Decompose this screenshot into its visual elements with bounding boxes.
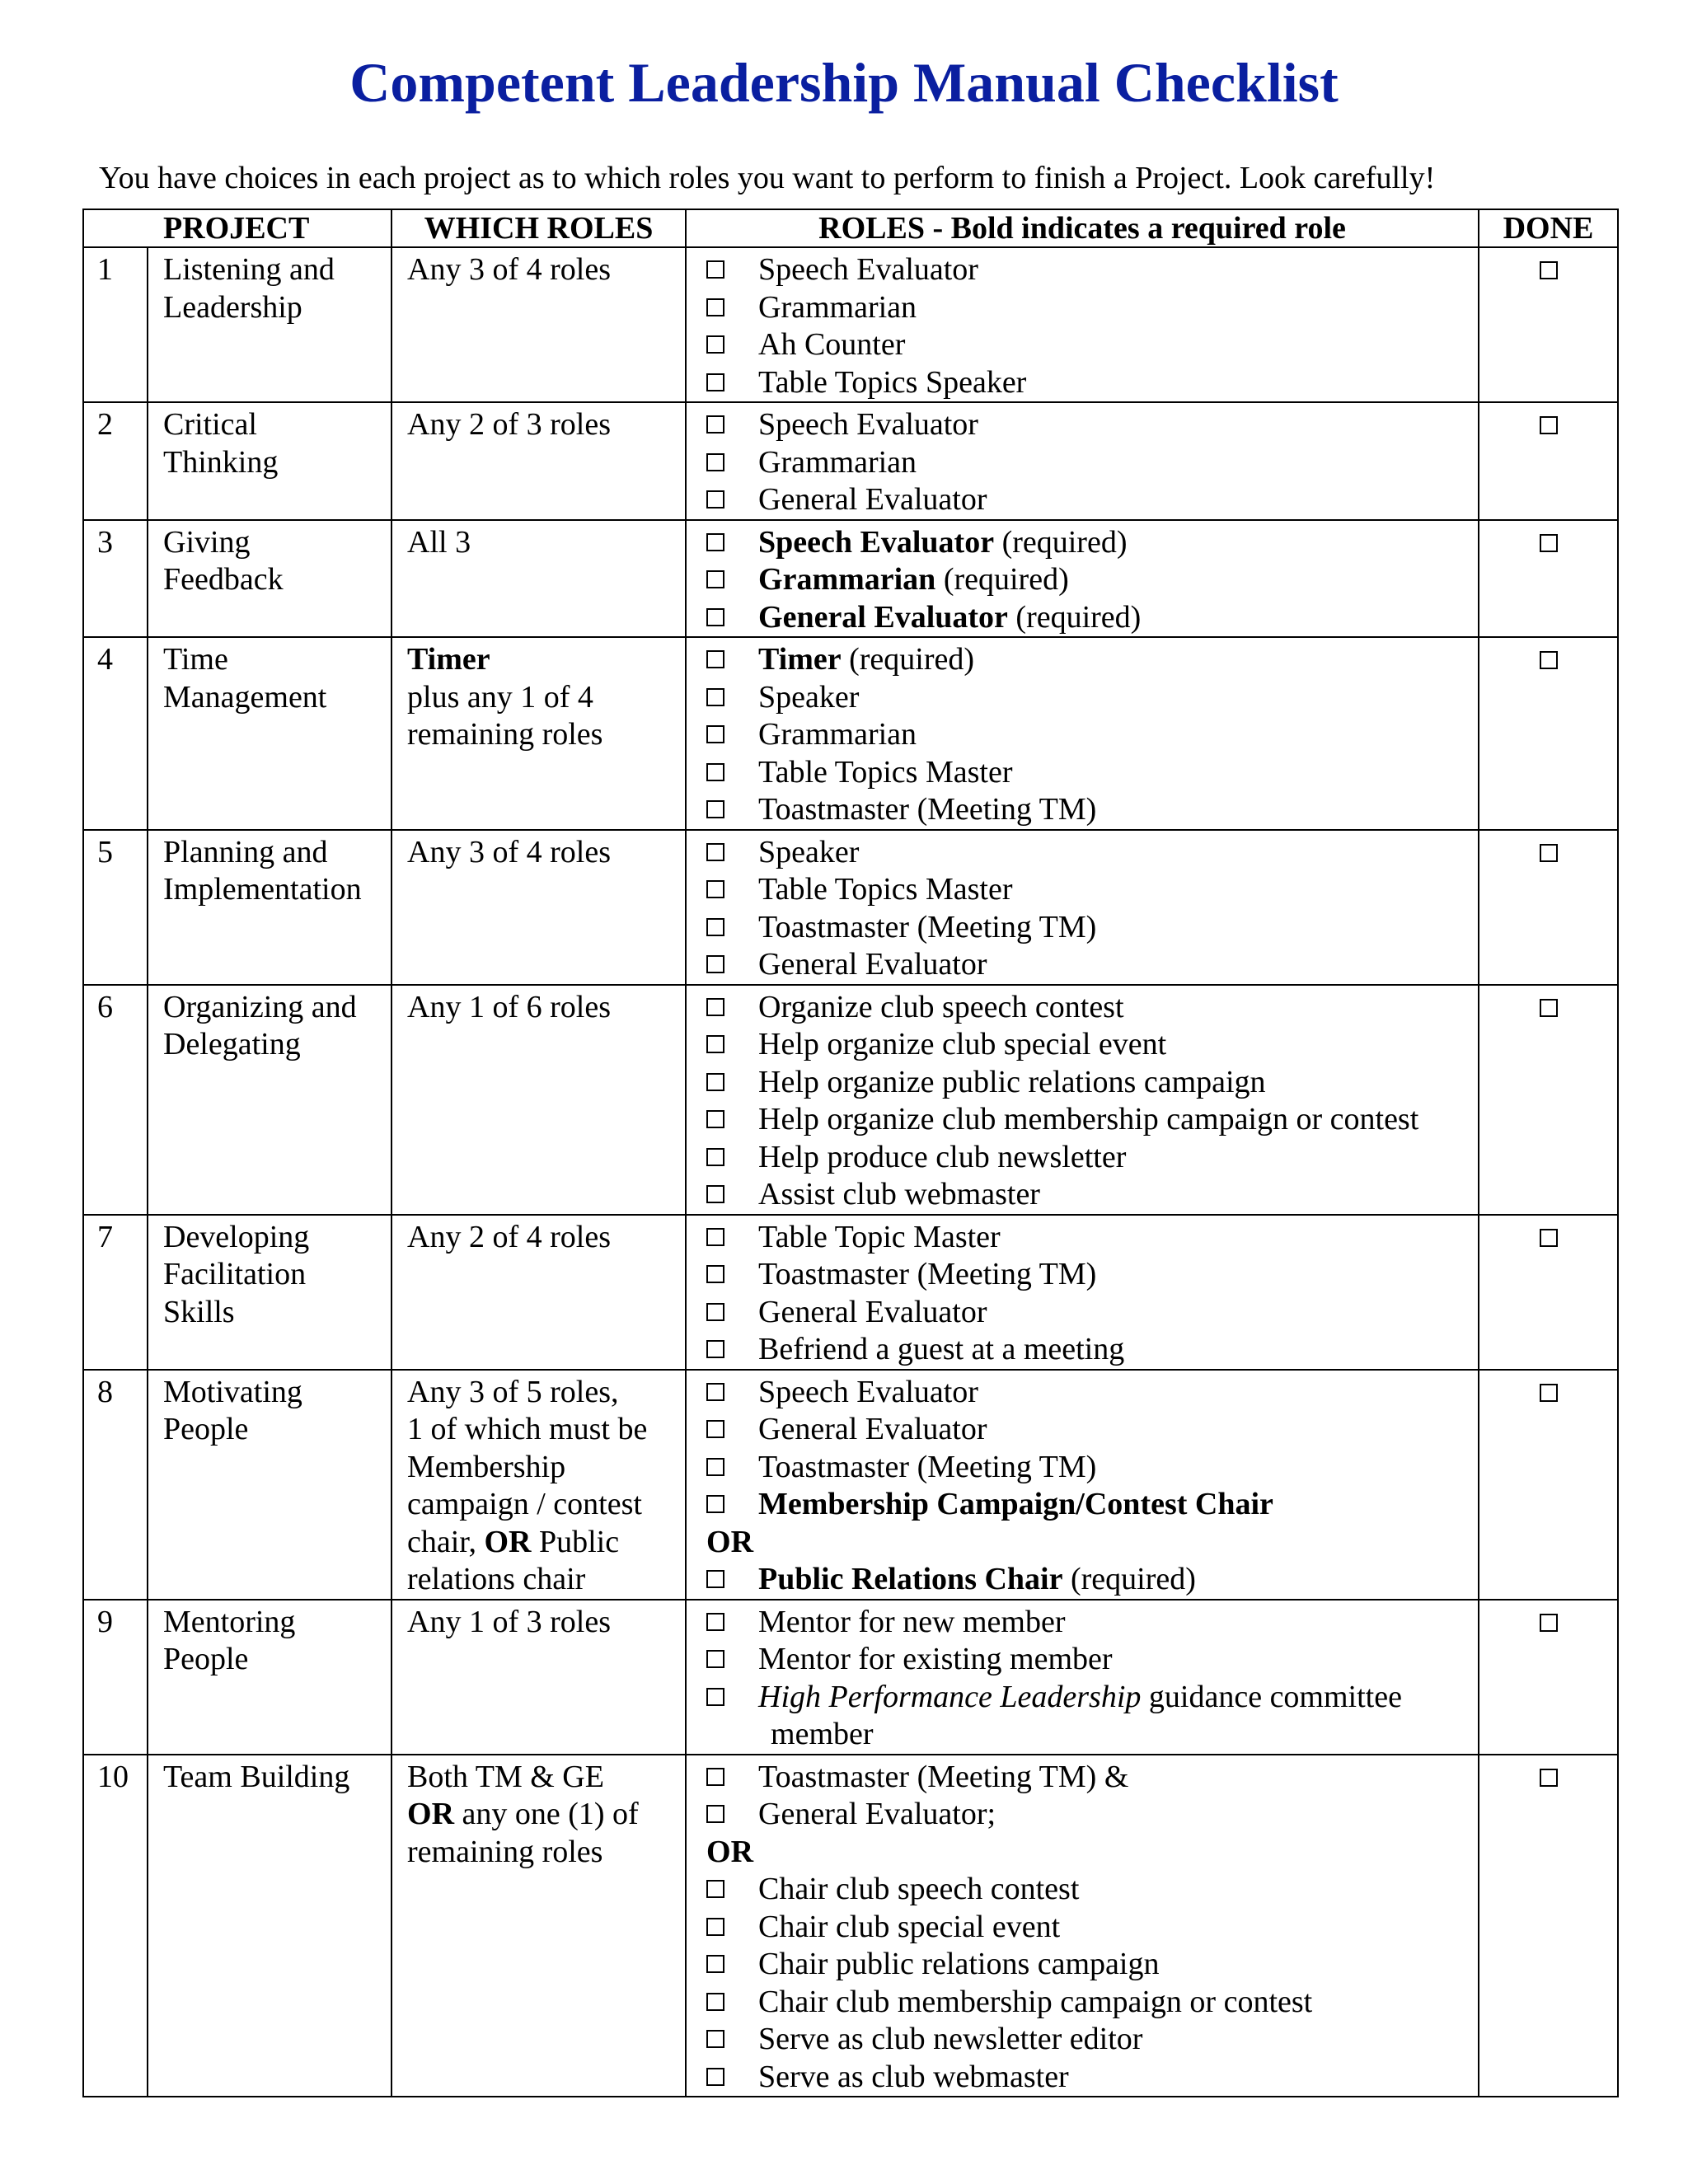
project-row [83, 1370, 1618, 1600]
role-item [706, 326, 1478, 364]
checkbox-icon[interactable] [706, 2068, 724, 2086]
which-roles-line [407, 989, 685, 1027]
done-cell [1479, 247, 1618, 402]
done-checkbox-icon[interactable] [1540, 534, 1558, 552]
done-cell [1479, 402, 1618, 520]
roles-list [686, 637, 1479, 830]
checkbox-icon[interactable] [706, 1768, 724, 1786]
which-roles-line [407, 834, 685, 872]
checkbox-icon[interactable] [706, 1340, 724, 1358]
role-item [706, 871, 1478, 909]
checkbox-icon[interactable] [706, 1228, 724, 1246]
done-cell [1479, 520, 1618, 638]
role-item [706, 1026, 1478, 1064]
roles-list [686, 1370, 1479, 1600]
checkbox-icon[interactable] [706, 1110, 724, 1128]
done-checkbox-icon[interactable] [1540, 261, 1558, 279]
project-name-line: Mentoring [163, 1604, 296, 1639]
text-segment: Table Topics Master [758, 872, 1013, 907]
role-item [706, 2021, 1478, 2059]
role-item [706, 1101, 1478, 1139]
project-name-line: Skills [163, 1294, 235, 1329]
role-item [706, 1294, 1478, 1332]
role-item [706, 1796, 1478, 1834]
project-name-line: Planning and [163, 834, 328, 869]
checkbox-icon[interactable] [706, 570, 724, 588]
checkbox-icon[interactable] [706, 1185, 724, 1203]
checkbox-icon[interactable] [706, 1993, 724, 2011]
project-row [83, 637, 1618, 830]
header-roles: ROLES - Bold indicates a required role [686, 209, 1479, 247]
text-segment: Chair club speech contest [758, 1872, 1080, 1906]
text-segment: (required) [935, 562, 1069, 597]
project-name [148, 830, 392, 985]
done-checkbox-icon[interactable] [1540, 651, 1558, 669]
text-segment: Speech Evaluator [758, 524, 995, 560]
project-number: 3 [83, 520, 148, 638]
text-segment: Mentor for existing member [758, 1642, 1113, 1676]
which-roles-line [407, 406, 685, 444]
text-segment: OR [706, 1834, 754, 1869]
checkbox-icon[interactable] [706, 1570, 724, 1588]
text-segment: Any 1 of 3 roles [407, 1604, 611, 1639]
text-segment: General Evaluator [758, 482, 987, 517]
text-segment: Assist club webmaster [758, 1177, 1040, 1212]
text-segment: Chair club special event [758, 1909, 1061, 1944]
role-item [706, 834, 1478, 872]
checkbox-icon[interactable] [706, 1613, 724, 1631]
text-segment: any one (1) of [454, 1797, 639, 1831]
text-segment: Table Topic Master [758, 1219, 1001, 1254]
text-segment: Toastmaster (Meeting TM) [758, 792, 1097, 827]
text-segment: OR [484, 1524, 532, 1559]
roles-list [686, 402, 1479, 520]
text-segment: General Evaluator [758, 599, 1008, 635]
project-name-line: Implementation [163, 872, 362, 907]
text-segment: Membership Campaign/Contest Chair [758, 1487, 1273, 1521]
checkbox-icon[interactable] [706, 490, 724, 509]
or-separator [706, 1834, 1478, 1872]
done-checkbox-icon[interactable] [1540, 1614, 1558, 1632]
project-name [148, 1755, 392, 2097]
project-row [83, 830, 1618, 985]
header-project: PROJECT [83, 209, 392, 247]
text-segment: Toastmaster (Meeting TM) [758, 909, 1097, 944]
roles-list [686, 985, 1479, 1215]
text-segment: Both TM & GE [407, 1759, 604, 1794]
which-roles-line [407, 716, 685, 754]
role-item [706, 406, 1478, 444]
project-number: 7 [83, 1215, 148, 1370]
role-item [706, 289, 1478, 327]
role-item [706, 2059, 1478, 2097]
done-cell [1479, 830, 1618, 985]
roles-list [686, 1755, 1479, 2097]
roles-list [686, 1215, 1479, 1370]
which-roles [392, 1755, 686, 2097]
project-name-line: People [163, 1642, 249, 1676]
text-segment: Ah Counter [758, 327, 906, 362]
project-name [148, 1215, 392, 1370]
text-segment: Any 3 of 4 roles [407, 252, 611, 287]
project-number: 8 [83, 1370, 148, 1600]
text-segment: Speech Evaluator [758, 1374, 978, 1409]
header-done: DONE [1479, 209, 1618, 247]
text-segment: Toastmaster (Meeting TM) [758, 1449, 1097, 1484]
project-row [83, 520, 1618, 638]
text-segment: member [771, 1717, 874, 1751]
project-number: 1 [83, 247, 148, 402]
role-item [706, 1331, 1478, 1369]
text-segment: Help organize club special event [758, 1027, 1167, 1062]
text-segment: Any 3 of 4 roles [407, 834, 611, 869]
role-item [706, 1411, 1478, 1449]
role-item [706, 1256, 1478, 1294]
role-item [706, 599, 1478, 637]
which-roles-line [407, 1219, 685, 1257]
checkbox-icon[interactable] [706, 260, 724, 279]
checkbox-icon[interactable] [706, 533, 724, 551]
checkbox-icon[interactable] [706, 1303, 724, 1321]
text-segment: 1 of which must be [407, 1412, 648, 1446]
text-segment: chair, [407, 1524, 485, 1559]
text-segment: Mentor for new member [758, 1604, 1066, 1639]
text-segment: Table Topics Speaker [758, 364, 1027, 400]
project-row [83, 402, 1618, 520]
text-segment: General Evaluator [758, 1294, 987, 1329]
role-item [706, 481, 1478, 519]
role-item [706, 364, 1478, 402]
text-segment: All 3 [407, 524, 471, 560]
text-segment: Grammarian [758, 289, 917, 325]
checkbox-icon[interactable] [706, 2030, 724, 2048]
role-item [706, 1641, 1478, 1679]
checkbox-icon[interactable] [706, 763, 724, 781]
done-checkbox-icon[interactable] [1540, 1229, 1558, 1247]
project-name-line: Developing [163, 1219, 310, 1254]
text-segment: remaining roles [407, 717, 603, 752]
text-segment: Any 1 of 6 roles [407, 989, 611, 1024]
which-roles-line [407, 1411, 685, 1449]
role-item [706, 909, 1478, 947]
checkbox-icon[interactable] [706, 650, 724, 668]
checkbox-icon[interactable] [706, 1805, 724, 1823]
which-roles-line [407, 1524, 685, 1562]
project-row [83, 985, 1618, 1215]
role-item [706, 679, 1478, 717]
text-segment: Any 2 of 4 roles [407, 1219, 611, 1254]
text-segment: (required) [841, 642, 975, 677]
checkbox-icon[interactable] [706, 1383, 724, 1401]
text-segment: Public Relations Chair [758, 1562, 1063, 1596]
role-item [706, 1871, 1478, 1909]
text-segment: (required) [1062, 1562, 1196, 1596]
text-segment: Toastmaster (Meeting TM) & [758, 1759, 1129, 1794]
checkbox-icon[interactable] [706, 1148, 724, 1166]
or-separator [706, 1524, 1478, 1562]
project-name-line: Delegating [163, 1027, 301, 1062]
role-item [706, 524, 1478, 562]
project-name-line: Motivating [163, 1374, 302, 1409]
which-roles [392, 247, 686, 402]
checkbox-icon[interactable] [706, 1688, 724, 1706]
project-row [83, 1600, 1618, 1755]
role-item [706, 1486, 1478, 1524]
intro-text: You have choices in each project as to which roles you want to perform to finish a Project. Look carefully! [99, 161, 1436, 195]
page-title: Competent Leadership Manual Checklist [349, 51, 1339, 114]
role-item [706, 1716, 1478, 1754]
which-roles-line [407, 1486, 685, 1524]
roles-list [686, 520, 1479, 638]
project-name-line: Time [163, 642, 228, 677]
text-segment: remaining roles [407, 1834, 603, 1869]
role-item [706, 1139, 1478, 1177]
project-name-line: People [163, 1412, 249, 1446]
checkbox-icon[interactable] [706, 843, 724, 861]
text-segment: General Evaluator; [758, 1797, 996, 1831]
checkbox-icon[interactable] [706, 335, 724, 354]
project-name [148, 1370, 392, 1600]
role-item [706, 716, 1478, 754]
checkbox-icon[interactable] [706, 1458, 724, 1476]
checkbox-icon[interactable] [706, 1073, 724, 1091]
project-row [83, 1755, 1618, 2097]
roles-list [686, 830, 1479, 985]
role-item [706, 1449, 1478, 1487]
text-segment: Speaker [758, 834, 860, 869]
text-segment: Grammarian [758, 562, 936, 597]
role-item [706, 251, 1478, 289]
checkbox-icon[interactable] [706, 1265, 724, 1283]
text-segment: Timer [407, 642, 490, 677]
role-item [706, 791, 1478, 829]
role-item [706, 1909, 1478, 1947]
checkbox-icon[interactable] [706, 880, 724, 898]
text-segment: relations chair [407, 1562, 586, 1596]
role-item [706, 946, 1478, 984]
checklist-body [83, 247, 1618, 2097]
project-name-line: Organizing and [163, 989, 357, 1024]
which-roles-line [407, 1759, 685, 1797]
which-roles-line [407, 1374, 685, 1412]
text-segment: Speech Evaluator [758, 407, 978, 442]
checkbox-icon[interactable] [706, 1918, 724, 1936]
checkbox-icon[interactable] [706, 1035, 724, 1053]
project-name [148, 637, 392, 830]
roles-list [686, 247, 1479, 402]
done-cell [1479, 637, 1618, 830]
which-roles [392, 985, 686, 1215]
role-item [706, 1946, 1478, 1984]
which-roles [392, 1600, 686, 1755]
checkbox-icon[interactable] [706, 298, 724, 316]
role-item [706, 641, 1478, 679]
project-name [148, 247, 392, 402]
text-segment: Speaker [758, 679, 860, 715]
text-segment: campaign / contest [407, 1487, 642, 1521]
project-name [148, 1600, 392, 1755]
project-number: 5 [83, 830, 148, 985]
role-item [706, 1561, 1478, 1599]
project-number: 9 [83, 1600, 148, 1755]
header-which-roles: WHICH ROLES [392, 209, 686, 247]
text-segment: Organize club speech contest [758, 989, 1124, 1024]
text-segment: Public [531, 1524, 620, 1559]
project-number: 2 [83, 402, 148, 520]
checkbox-icon[interactable] [706, 453, 724, 471]
which-roles-line [407, 1796, 685, 1834]
text-segment: Table Topics Master [758, 754, 1013, 790]
text-segment: (required) [1007, 599, 1142, 635]
project-name-line: Team Building [163, 1759, 350, 1794]
which-roles [392, 637, 686, 830]
which-roles [392, 402, 686, 520]
done-cell [1479, 1370, 1618, 1600]
done-cell [1479, 985, 1618, 1215]
text-segment: Any 3 of 5 roles, [407, 1374, 619, 1409]
checkbox-icon[interactable] [706, 608, 724, 626]
text-segment: Serve as club newsletter editor [758, 2022, 1143, 2056]
project-name-line: Leadership [163, 289, 302, 325]
text-segment: Chair club membership campaign or contest [758, 1984, 1313, 2019]
done-checkbox-icon[interactable] [1540, 416, 1558, 434]
text-segment: guidance committee [1141, 1679, 1402, 1714]
role-item [706, 1604, 1478, 1642]
checkbox-icon[interactable] [706, 725, 724, 743]
project-name [148, 402, 392, 520]
checkbox-icon[interactable] [706, 373, 724, 391]
checkbox-icon[interactable] [706, 800, 724, 818]
done-checkbox-icon[interactable] [1540, 1769, 1558, 1787]
text-segment: General Evaluator [758, 947, 987, 982]
done-checkbox-icon[interactable] [1540, 1384, 1558, 1402]
role-item [706, 1759, 1478, 1797]
header-row [83, 209, 1618, 247]
text-segment: Membership [407, 1449, 566, 1484]
text-segment: Befriend a guest at a meeting [758, 1332, 1125, 1366]
checkbox-icon[interactable] [706, 1650, 724, 1668]
project-number: 6 [83, 985, 148, 1215]
project-name-line: Feedback [163, 562, 284, 597]
which-roles-line [407, 524, 685, 562]
project-row [83, 1215, 1618, 1370]
which-roles [392, 1370, 686, 1600]
text-segment: Grammarian [758, 444, 917, 480]
role-item [706, 1679, 1478, 1717]
role-item [706, 1984, 1478, 2022]
text-segment: General Evaluator [758, 1412, 987, 1446]
which-roles-line [407, 251, 685, 289]
checkbox-icon[interactable] [706, 918, 724, 936]
checkbox-icon[interactable] [706, 1495, 724, 1513]
project-row [83, 247, 1618, 402]
text-segment: Help organize public relations campaign [758, 1064, 1266, 1099]
project-name-line: Listening and [163, 252, 335, 287]
project-name-line: Management [163, 679, 327, 715]
checkbox-icon[interactable] [706, 415, 724, 434]
text-segment: Help organize club membership campaign or contest [758, 1102, 1419, 1137]
text-segment: Grammarian [758, 717, 917, 752]
project-name-line: Giving [163, 524, 251, 560]
project-number: 10 [83, 1755, 148, 2097]
which-roles-line [407, 679, 685, 717]
role-item [706, 1374, 1478, 1412]
done-cell [1479, 1600, 1618, 1755]
text-segment: Timer [758, 642, 842, 677]
done-cell [1479, 1755, 1618, 2097]
project-name-line: Thinking [163, 444, 279, 480]
checkbox-icon[interactable] [706, 955, 724, 973]
role-item [706, 1176, 1478, 1214]
which-roles-line [407, 1834, 685, 1872]
checkbox-icon[interactable] [706, 998, 724, 1016]
which-roles-line [407, 1561, 685, 1599]
text-segment: OR [407, 1797, 455, 1831]
which-roles-line [407, 1449, 685, 1487]
role-item [706, 561, 1478, 599]
text-segment: Toastmaster (Meeting TM) [758, 1257, 1097, 1291]
done-cell [1479, 1215, 1618, 1370]
role-item [706, 1064, 1478, 1102]
project-name [148, 520, 392, 638]
which-roles-line [407, 1604, 685, 1642]
role-item [706, 754, 1478, 792]
text-segment: Serve as club webmaster [758, 2059, 1069, 2094]
which-roles [392, 1215, 686, 1370]
project-number: 4 [83, 637, 148, 830]
role-item [706, 444, 1478, 482]
which-roles-line [407, 641, 685, 679]
project-name-line: Critical [163, 407, 257, 442]
checkbox-icon[interactable] [706, 688, 724, 706]
role-item [706, 989, 1478, 1027]
checkbox-icon[interactable] [706, 1955, 724, 1973]
text-segment: Speech Evaluator [758, 252, 978, 287]
done-checkbox-icon[interactable] [1540, 999, 1558, 1017]
text-segment: OR [706, 1524, 754, 1559]
text-segment: Any 2 of 3 roles [407, 407, 611, 442]
text-segment: High Performance Leadership [758, 1679, 1142, 1714]
checklist-table [82, 209, 1619, 2097]
checkbox-icon[interactable] [706, 1880, 724, 1898]
project-name [148, 985, 392, 1215]
roles-list [686, 1600, 1479, 1755]
checkbox-icon[interactable] [706, 1420, 724, 1438]
text-segment: Help produce club newsletter [758, 1139, 1127, 1174]
done-checkbox-icon[interactable] [1540, 844, 1558, 862]
which-roles [392, 830, 686, 985]
text-segment: (required) [994, 524, 1128, 560]
project-name-line: Facilitation [163, 1257, 307, 1291]
role-item [706, 1219, 1478, 1257]
which-roles [392, 520, 686, 638]
text-segment: plus any 1 of 4 [407, 679, 593, 715]
text-segment: Chair public relations campaign [758, 1947, 1160, 1981]
